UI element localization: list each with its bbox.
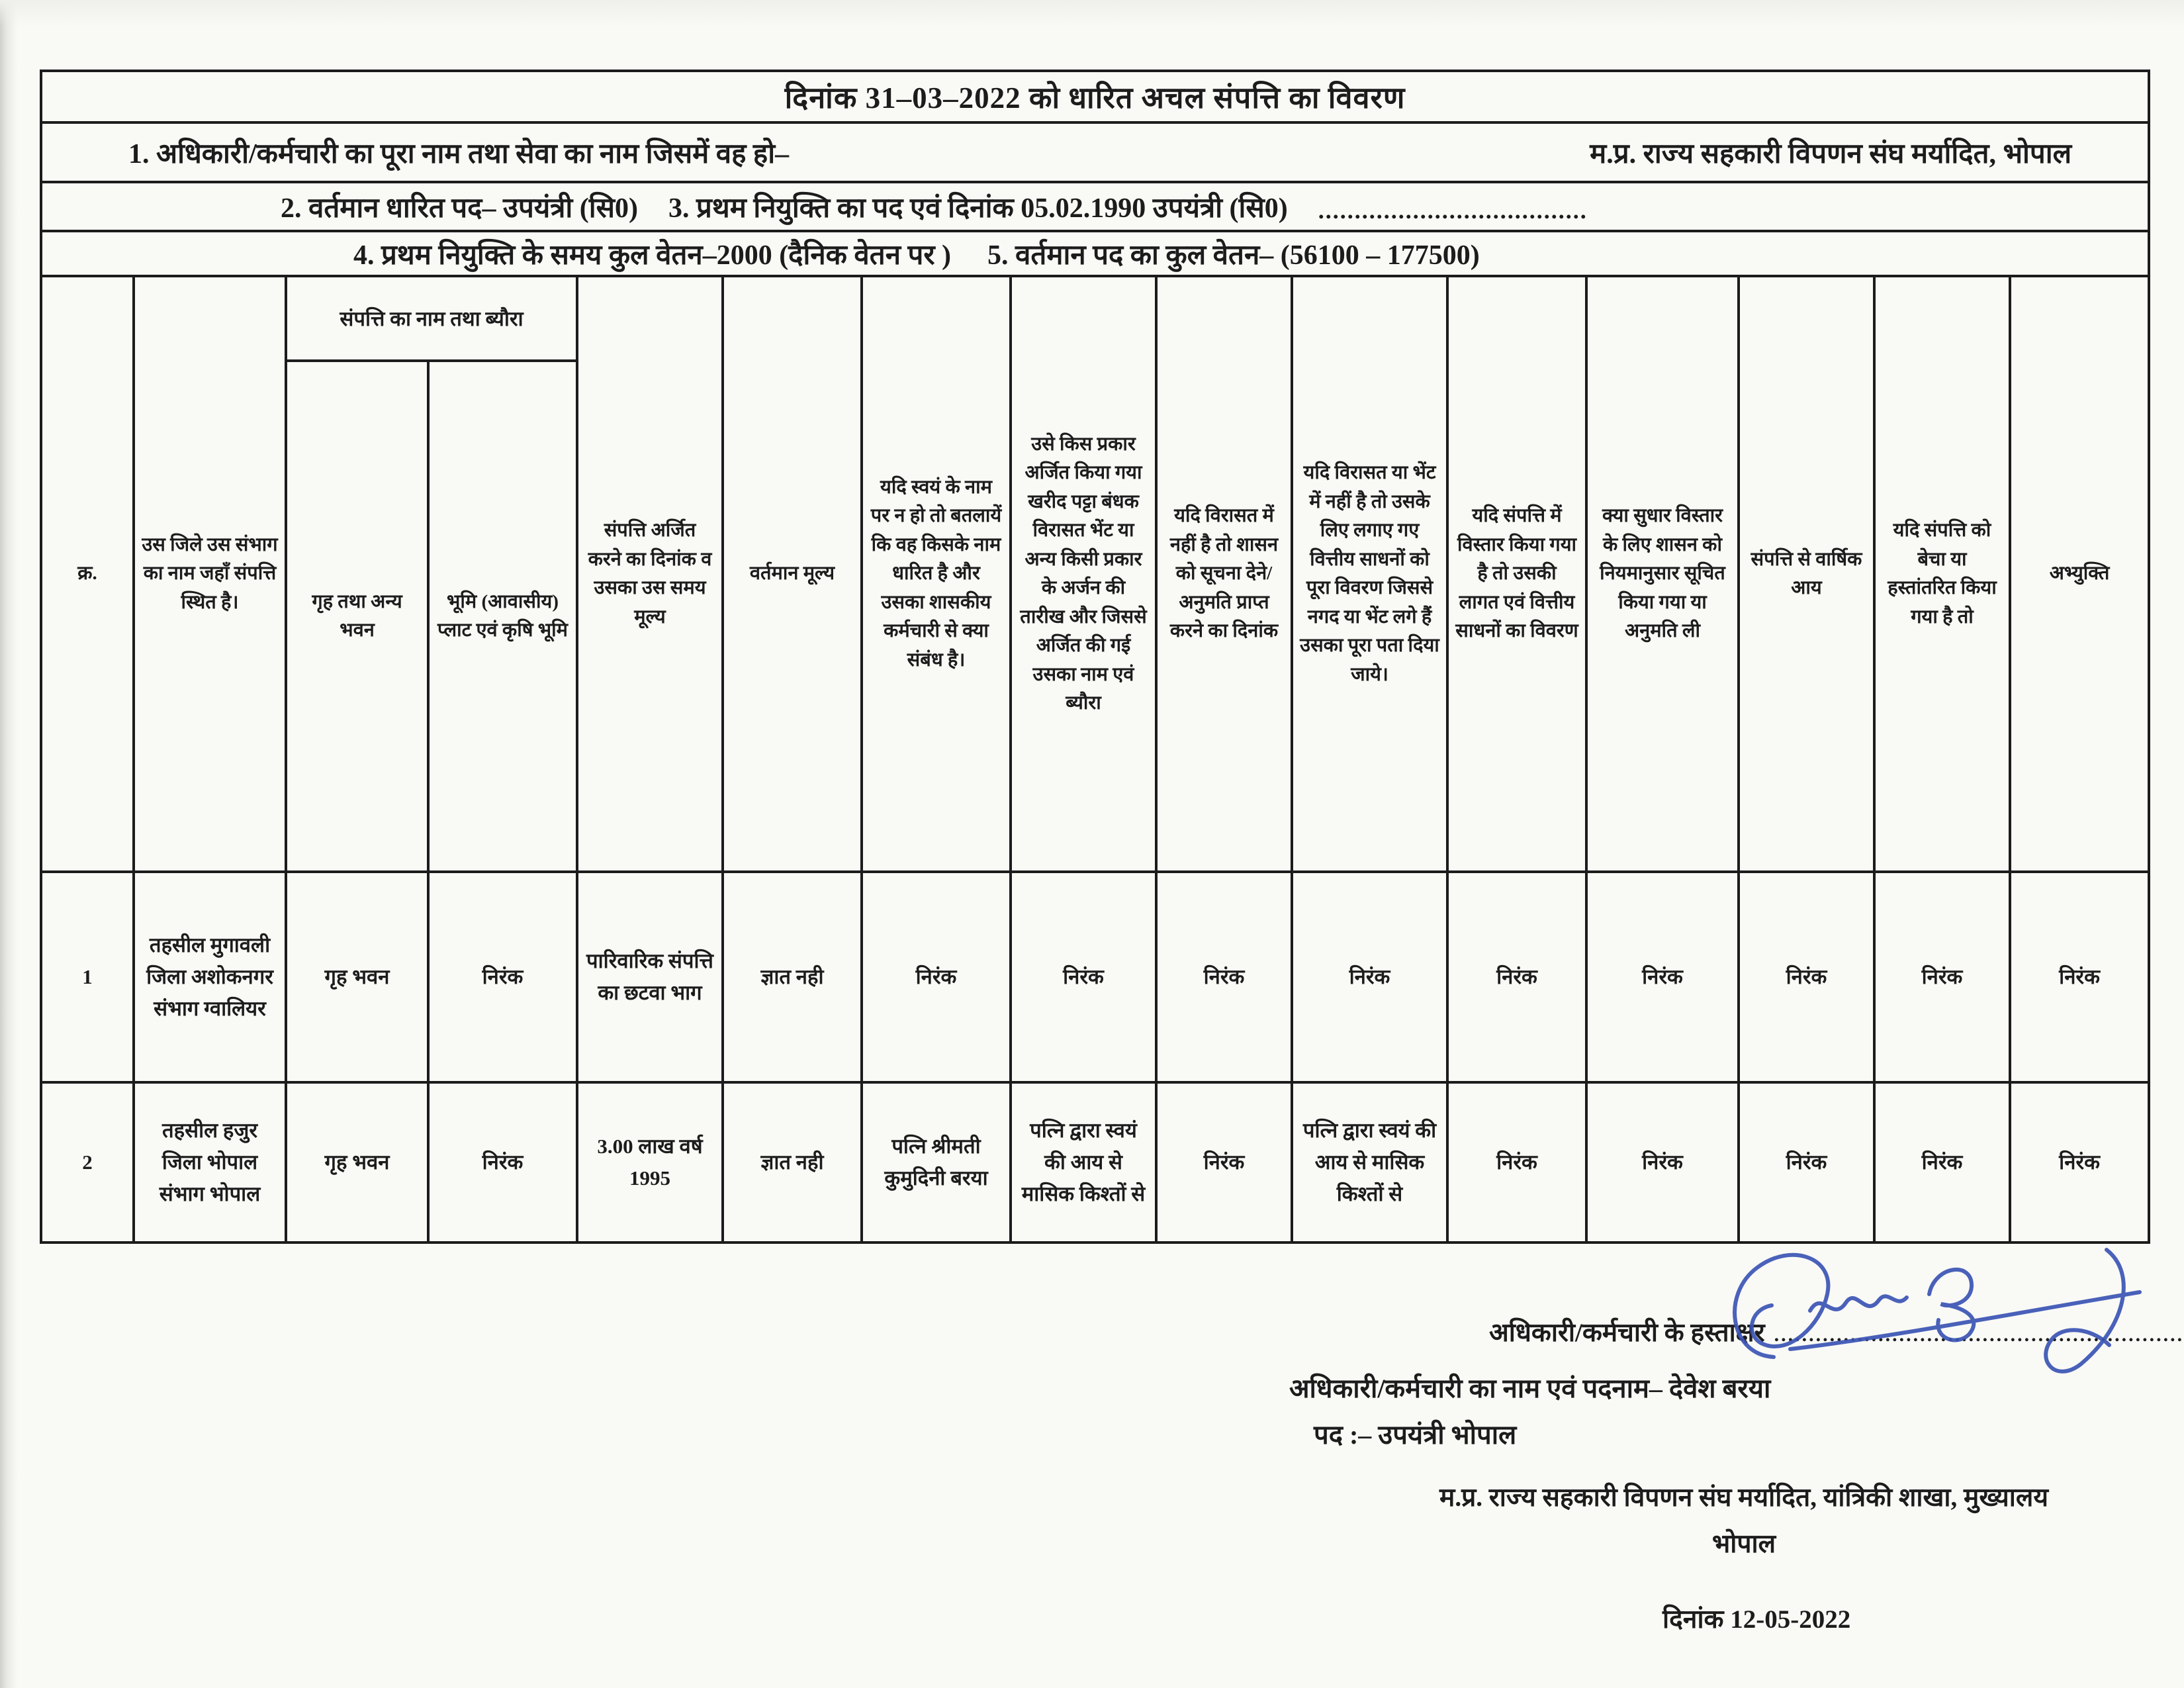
signature-label: अधिकारी/कर्मचारी के हस्ताक्षर bbox=[1489, 1319, 1765, 1347]
cell-acquired: 3.00 लाख वर्ष 1995 bbox=[577, 1082, 723, 1243]
cell-sold: निरंक bbox=[1874, 872, 2010, 1082]
cell-serial: 2 bbox=[41, 1082, 134, 1243]
cell-house: गृह भवन bbox=[286, 1082, 428, 1243]
cell-extension-cost: निरंक bbox=[1447, 872, 1586, 1082]
document-date-text: दिनांक 12-05-2022 bbox=[1662, 1605, 1851, 1634]
property-declaration-table bbox=[40, 70, 2150, 1244]
document-title-text: दिनांक 31–03–2022 को धारित अचल संपत्ति का विवरण bbox=[784, 81, 1406, 115]
col-header-acquired-date-value: संपत्ति अर्जित करने का दिनांक व उसका उस समय मूल्य bbox=[577, 276, 723, 872]
cell-district: तहसील मुगावली जिला अशोकनगर संभाग ग्वालियर bbox=[134, 872, 286, 1082]
employee-name-text: अधिकारी/कर्मचारी का नाम एवं पदनाम– देवेश बरया bbox=[1289, 1374, 1771, 1403]
col-header-sold-transferred: यदि संपत्ति को बेचा या हस्तांतरित किया गया है तो bbox=[1874, 276, 2010, 872]
cell-current-value: ज्ञात नही bbox=[723, 872, 862, 1082]
col-header-house-building: गृह तथा अन्य भवन bbox=[286, 361, 428, 872]
col-header-current-value: वर्तमान मूल्य bbox=[723, 276, 862, 872]
cell-extension-cost: निरंक bbox=[1447, 1082, 1586, 1243]
col-header-extension-cost: यदि संपत्ति में विस्तार किया गया है तो उसकी लागत एवं वित्तीय साधनों का विवरण bbox=[1447, 276, 1586, 872]
cell-extension-permission: निरंक bbox=[1586, 872, 1739, 1082]
cell-land: निरंक bbox=[428, 872, 577, 1082]
first-salary-label: 4. प्रथम नियुक्ति के समय कुल वेतन–2000 (दैनिक वेतन पर ) bbox=[353, 240, 952, 271]
cell-intimation: निरंक bbox=[1156, 872, 1292, 1082]
col-header-held-by-whom: यदि स्वयं के नाम पर न हो तो बतलायें कि वह किसके नाम धारित है और उसका शासकीय कर्मचारी से क्या संबंध है। bbox=[862, 276, 1011, 872]
cell-held-by: निरंक bbox=[862, 872, 1011, 1082]
cell-serial: 1 bbox=[41, 872, 134, 1082]
cell-finance-sources: पत्नि द्वारा स्वयं की आय से मासिक किश्तों से bbox=[1292, 1082, 1447, 1243]
info-row-salary bbox=[41, 231, 2149, 276]
first-appointment-label: 3. प्रथम नियुक्ति का पद एवं दिनांक 05.02.1990 उपयंत्री (सि0) bbox=[668, 193, 1288, 224]
cell-intimation: निरंक bbox=[1156, 1082, 1292, 1243]
current-salary-label: 5. वर्तमान पद का कुल वेतन– (56100 – 177500) bbox=[987, 240, 1480, 271]
cell-acquisition-mode: पत्नि द्वारा स्वयं की आय से मासिक किश्तों से bbox=[1011, 1082, 1156, 1243]
col-header-govt-intimation-date: यदि विरासत में नहीं है तो शासन को सूचना देने/अनुमति प्राप्त करने का दिनांक bbox=[1156, 276, 1292, 872]
cell-annual-income: निरंक bbox=[1739, 872, 1874, 1082]
scan-edge-shadow bbox=[0, 0, 17, 1688]
employee-post-text: पद :– उपयंत्री भोपाल bbox=[1314, 1420, 1517, 1450]
cell-house: गृह भवन bbox=[286, 872, 428, 1082]
document-title bbox=[41, 71, 2149, 122]
col-group-property-name: संपत्ति का नाम तथा ब्यौरा bbox=[286, 276, 577, 361]
cell-land: निरंक bbox=[428, 1082, 577, 1243]
col-header-serial: क्र. bbox=[41, 276, 134, 872]
employee-post-line bbox=[1314, 1415, 1516, 1452]
info-row-name bbox=[41, 122, 2149, 182]
table-row bbox=[41, 1082, 2149, 1243]
organization-line: म.प्र. राज्य सहकारी विपणन संघ मर्यादित, यांत्रिकी शाखा, मुख्यालय bbox=[1439, 1483, 2048, 1512]
col-header-remarks: अभ्युक्ति bbox=[2010, 276, 2149, 872]
col-header-annual-income: संपत्ति से वार्षिक आय bbox=[1739, 276, 1874, 872]
scan-top-shadow bbox=[0, 0, 2184, 26]
info-row-posts bbox=[41, 182, 2149, 231]
col-header-district: उस जिले उस संभाग का नाम जहाँ संपत्ति स्थित है। bbox=[134, 276, 286, 872]
current-post-label: 2. वर्तमान धारित पद– उपयंत्री (सि0) bbox=[281, 193, 638, 224]
cell-district: तहसील हजुर जिला भोपाल संभाग भोपाल bbox=[134, 1082, 286, 1243]
col-header-financial-sources: यदि विरासत या भेंट में नहीं है तो उसके लिए लगाए गए वित्तीय साधनों को पूरा विवरण जिससे नगद या भेंट लगे हैं उसका पूरा पता दिया जाये। bbox=[1292, 276, 1447, 872]
dotted-blank: ..................................... bbox=[1318, 197, 1588, 224]
cell-acquired: पारिवारिक संपत्ति का छटवा भाग bbox=[577, 872, 723, 1082]
cell-sold: निरंक bbox=[1874, 1082, 2010, 1243]
signature-dotted-line: ........................................................... bbox=[1774, 1324, 2184, 1346]
col-header-extension-permission: क्या सुधार विस्तार के लिए शासन को नियमानुसार सूचित किया गया या अनुमति ली bbox=[1586, 276, 1739, 872]
cell-remarks: निरंक bbox=[2010, 872, 2149, 1082]
organization-block bbox=[1324, 1475, 2164, 1568]
table-row bbox=[41, 872, 2149, 1082]
cell-finance-sources: निरंक bbox=[1292, 872, 1447, 1082]
cell-held-by: पत्नि श्रीमती कुमुदिनी बरया bbox=[862, 1082, 1011, 1243]
document-date bbox=[1662, 1601, 1850, 1636]
cell-annual-income: निरंक bbox=[1739, 1082, 1874, 1243]
col-header-land-plot: भूमि (आवासीय) प्लाट एवं कृषि भूमि bbox=[428, 361, 577, 872]
organization-name: म.प्र. राज्य सहकारी विपणन संघ मर्यादित, भोपाल bbox=[1590, 138, 2072, 169]
employee-name-label: 1. अधिकारी/कर्मचारी का पूरा नाम तथा सेवा का नाम जिसमें वह हो– bbox=[128, 138, 790, 169]
employee-name-line bbox=[1289, 1369, 1770, 1405]
cell-acquisition-mode: निरंक bbox=[1011, 872, 1156, 1082]
cell-remarks: निरंक bbox=[2010, 1082, 2149, 1243]
col-header-acquisition-mode: उसे किस प्रकार अर्जित किया गया खरीद पट्टा बंधक विरासत भेंट या अन्य किसी प्रकार के अर्जन की तारीख और जिससे अर्जित की गई उसका नाम एवं ब्यौरा bbox=[1011, 276, 1156, 872]
organization-city: भोपाल bbox=[1711, 1530, 1776, 1559]
cell-current-value: ज्ञात नही bbox=[723, 1082, 862, 1243]
cell-extension-permission: निरंक bbox=[1586, 1082, 1739, 1243]
signature-label-line bbox=[1489, 1314, 2184, 1349]
